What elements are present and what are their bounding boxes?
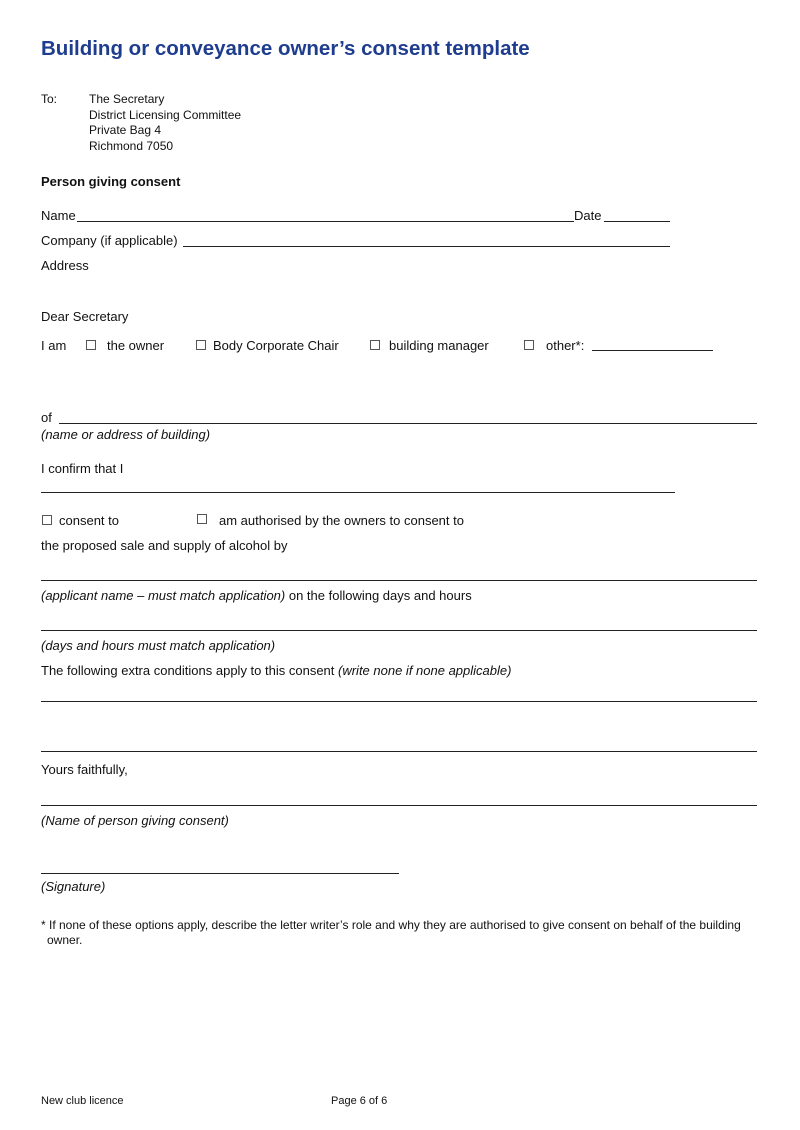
consenter-name-field[interactable] (41, 805, 757, 806)
page-title: Building or conveyance owner’s consent template (41, 37, 530, 60)
footnote-line: * If none of these options apply, describe the letter writer’s role and why they are authorised to give consent on behalf of the building (41, 918, 741, 932)
conditions-hint: (write none if none applicable) (338, 663, 512, 678)
address-line: Richmond 7050 (89, 138, 174, 153)
signature-field[interactable] (41, 873, 399, 874)
company-field[interactable] (183, 246, 670, 247)
conditions-line (41, 663, 511, 678)
name-field[interactable] (77, 221, 574, 222)
conditions-field-1[interactable] (41, 701, 757, 702)
footer-left: New club licence (41, 1095, 124, 1107)
company-label: Company (if applicable) (41, 233, 178, 248)
days-hours-field[interactable] (41, 630, 757, 631)
address-line: Private Bag 4 (89, 123, 162, 137)
role-prefix: I am (41, 338, 67, 353)
checkbox-other[interactable] (524, 340, 534, 350)
checkbox-owner[interactable] (86, 340, 96, 350)
confirm-field[interactable] (41, 492, 675, 493)
consent-to-label: consent to (59, 513, 119, 528)
building-field[interactable] (59, 423, 757, 424)
footnote-line: owner. (47, 933, 83, 947)
building-hint: (name or address of building) (41, 427, 211, 442)
date-label: Date (574, 208, 602, 223)
option-building-manager-label: building manager (389, 338, 489, 353)
to-label: To: (41, 92, 58, 106)
of-label: of (41, 410, 52, 425)
applicant-field[interactable] (41, 580, 757, 581)
authorised-label: am authorised by the owners to consent to (219, 513, 464, 528)
applicant-suffix: on the following days and hours (285, 588, 472, 603)
option-body-corporate-chair-label: Body Corporate Chair (213, 338, 339, 353)
proposed-sale-text: the proposed sale and supply of alcohol by (41, 538, 288, 553)
checkbox-body-corporate-chair[interactable] (196, 340, 206, 350)
date-field[interactable] (604, 221, 670, 222)
section-heading: Person giving consent (41, 174, 181, 189)
name-hint: (Name of person giving consent) (41, 813, 229, 828)
conditions-field-2[interactable] (41, 751, 757, 752)
address-line: District Licensing Committee (89, 107, 242, 122)
checkbox-authorised[interactable] (197, 514, 207, 524)
closing: Yours faithfully, (41, 762, 128, 777)
option-owner-label: the owner (107, 338, 165, 353)
footnote (41, 918, 761, 948)
option-other-label: other*: (546, 338, 585, 353)
signature-hint: (Signature) (41, 879, 106, 894)
name-label: Name (41, 208, 76, 223)
other-field[interactable] (592, 350, 713, 351)
applicant-hint: (applicant name – must match application) (41, 588, 286, 603)
address-line: The Secretary (89, 92, 165, 106)
checkbox-building-manager[interactable] (370, 340, 380, 350)
checkbox-consent-to[interactable] (42, 515, 52, 525)
salutation: Dear Secretary (41, 309, 129, 324)
days-hint: (days and hours must match application) (41, 638, 276, 653)
applicant-line (41, 588, 472, 603)
confirm-text: I confirm that I (41, 461, 124, 476)
address-label: Address (41, 258, 89, 273)
page-number: Page 6 of 6 (331, 1095, 388, 1107)
conditions-text: The following extra conditions apply to this consent (41, 663, 339, 678)
